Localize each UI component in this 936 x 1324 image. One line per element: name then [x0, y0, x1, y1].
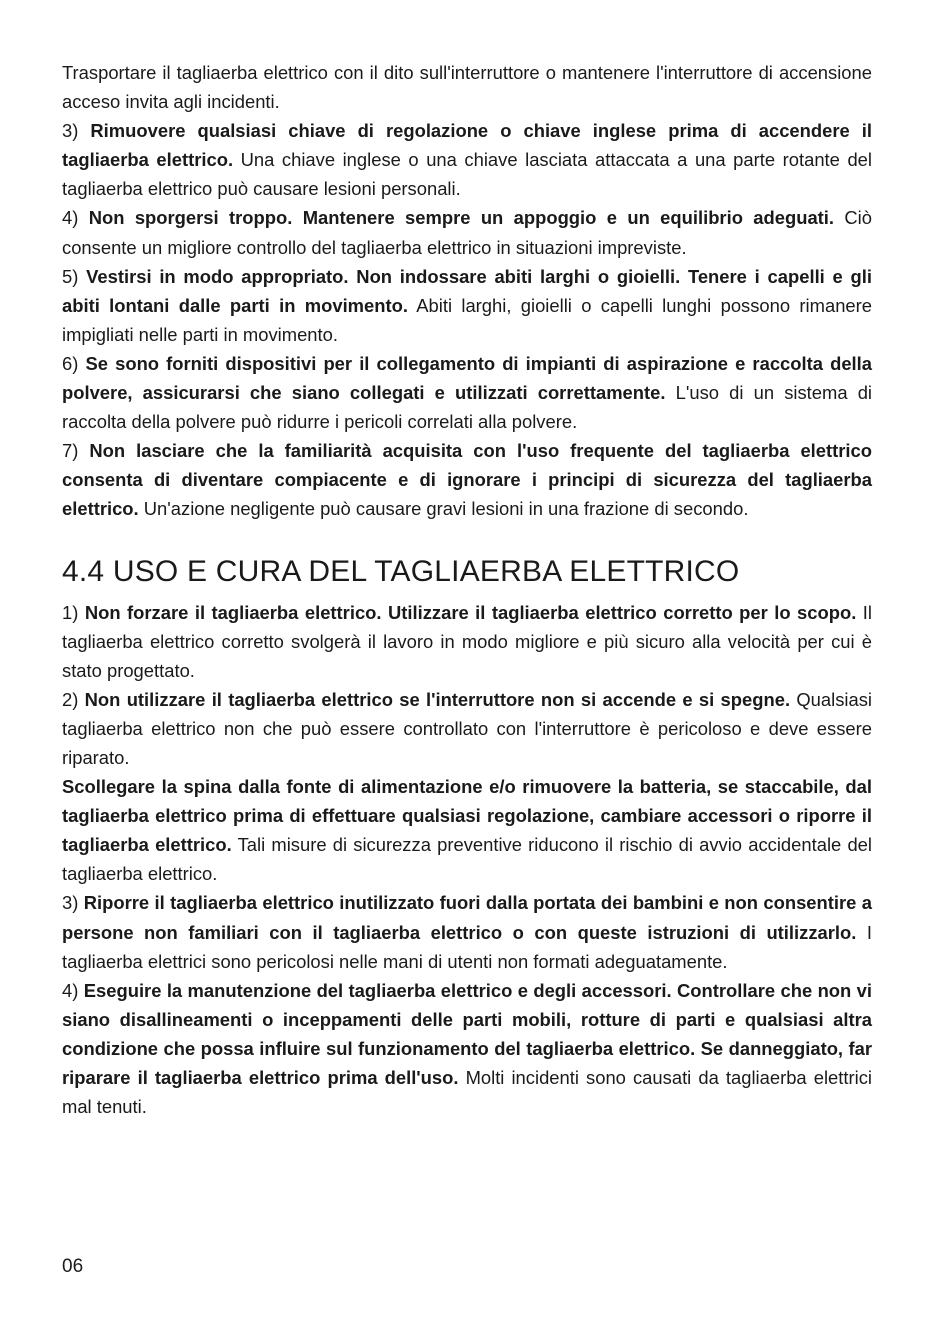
paragraph-bold: Non sporgersi troppo. Mantenere sempre un appoggio e un equilibrio adeguati. — [88, 207, 835, 229]
paragraph-6 — [62, 349, 872, 436]
item-number: 3) — [62, 892, 84, 914]
item-number: 5) — [62, 265, 87, 287]
paragraph-bold: Se sono forniti dispositivi per il collegamento di impianti di aspirazione e raccolta della polvere, assicurarsi che siano collegati e utilizzati correttamente. — [62, 352, 872, 404]
item-number: 6) — [62, 352, 86, 374]
paragraph-bold: Non forzare il tagliaerba elettrico. Utilizzare il tagliaerba elettrico corretto per lo scopo. — [84, 601, 857, 623]
item-number: 3) — [62, 120, 91, 142]
paragraph-bold: Non lasciare che la familiarità acquisita con l'uso frequente del tagliaerba elettrico consenta di diventare compiacente e di ignorare i principi di sicurezza del tagliaerba elettrico. — [62, 440, 872, 520]
paragraph-text: Tali misure di sicurezza preventive riducono il rischio di avvio accidentale del tagliaerba elettrico. — [62, 834, 872, 885]
paragraph-text: Qualsiasi tagliaerba elettrico non che può essere controllato con l'interruttore è pericoloso e deve essere riparato. — [62, 688, 872, 768]
paragraph-text: Il tagliaerba elettrico corretto svolgerà il lavoro in modo migliore e più sicuro alla velocità per cui è stato progettato. — [62, 601, 873, 681]
paragraph-text: I tagliaerba elettrici sono pericolosi nelle mani di utenti non formati adeguatamente. — [62, 921, 872, 972]
item-number: 1) — [62, 601, 85, 623]
paragraph-bold: Non utilizzare il tagliaerba elettrico se l'interruttore non si accende e si spegne. — [84, 688, 791, 710]
paragraph-text: Abiti larghi, gioielli o capelli lunghi possono rimanere impigliati nelle parti in movimento. — [62, 294, 872, 345]
paragraph-5 — [62, 262, 872, 349]
item-number: 4) — [62, 979, 84, 1001]
paragraph-text: Trasportare il tagliaerba elettrico con il dito sull'interruttore o mantenere l'interruttore di accensione acceso invita agli incidenti. — [62, 62, 872, 113]
paragraph-b2 — [62, 685, 872, 772]
paragraph-text: Molti incidenti sono causati da tagliaerba elettrici mal tenuti. — [62, 1067, 872, 1118]
paragraph-b2-continued — [62, 772, 872, 888]
paragraph-3 — [62, 116, 872, 203]
paragraph-bold: Vestirsi in modo appropriato. Non indossare abiti larghi o gioielli. Tenere i capelli e gli abiti lontani dalle parti in movimento. — [62, 265, 873, 316]
paragraph-bold: Riporre il tagliaerba elettrico inutilizzato fuori dalla portata dei bambini e non consentire a persone non familiari con il tagliaerba elettrico o con queste istruzioni di utilizzarlo. — [62, 892, 872, 943]
item-number: 4) — [62, 207, 89, 229]
paragraph-4 — [62, 203, 872, 261]
paragraph-intro — [62, 58, 872, 116]
paragraph-bold: Rimuovere qualsiasi chiave di regolazione o chiave inglese prima di accendere il tagliaerba elettrico. — [62, 120, 872, 171]
page-body — [62, 58, 872, 1121]
paragraph-text: Ciò consente un migliore controllo del tagliaerba elettrico in situazioni impreviste. — [62, 207, 872, 258]
section-heading: 4.4 USO E CURA DEL TAGLIAERBA ELETTRICO — [62, 554, 740, 588]
paragraph-bold: Eseguire la manutenzione del tagliaerba elettrico e degli accessori. Controllare che non vi siano disallineamenti o inceppamenti delle parti mobili, rotture di parti e qualsiasi altra condizione che possa influire sul funzionamento del tagliaerba elettrico. Se danneggiato, far riparare il tagliaerba elettrico prima dell'uso. — [62, 979, 872, 1088]
paragraph-b4 — [62, 976, 872, 1121]
paragraph-text: Una chiave inglese o una chiave lasciata attaccata a una parte rotante del tagliaerba elettrico può causare lesioni personali. — [62, 149, 872, 200]
paragraph-b1 — [62, 598, 872, 685]
item-number: 2) — [62, 688, 85, 710]
paragraph-text: Un'azione negligente può causare gravi lesioni in una frazione di secondo. — [138, 498, 749, 520]
paragraph-text: L'uso di un sistema di raccolta della polvere può ridurre i pericoli correlati alla polvere. — [62, 382, 873, 433]
paragraph-bold: Scollegare la spina dalla fonte di alimentazione e/o rimuovere la batteria, se staccabile, dal tagliaerba elettrico prima di effettuare qualsiasi regolazione, cambiare accessori o riporre il tagliaerba elettrico. — [62, 776, 872, 856]
paragraph-7 — [62, 436, 872, 523]
paragraph-b3 — [62, 888, 872, 975]
item-number: 7) — [62, 440, 90, 462]
page-number: 06 — [62, 1256, 84, 1277]
